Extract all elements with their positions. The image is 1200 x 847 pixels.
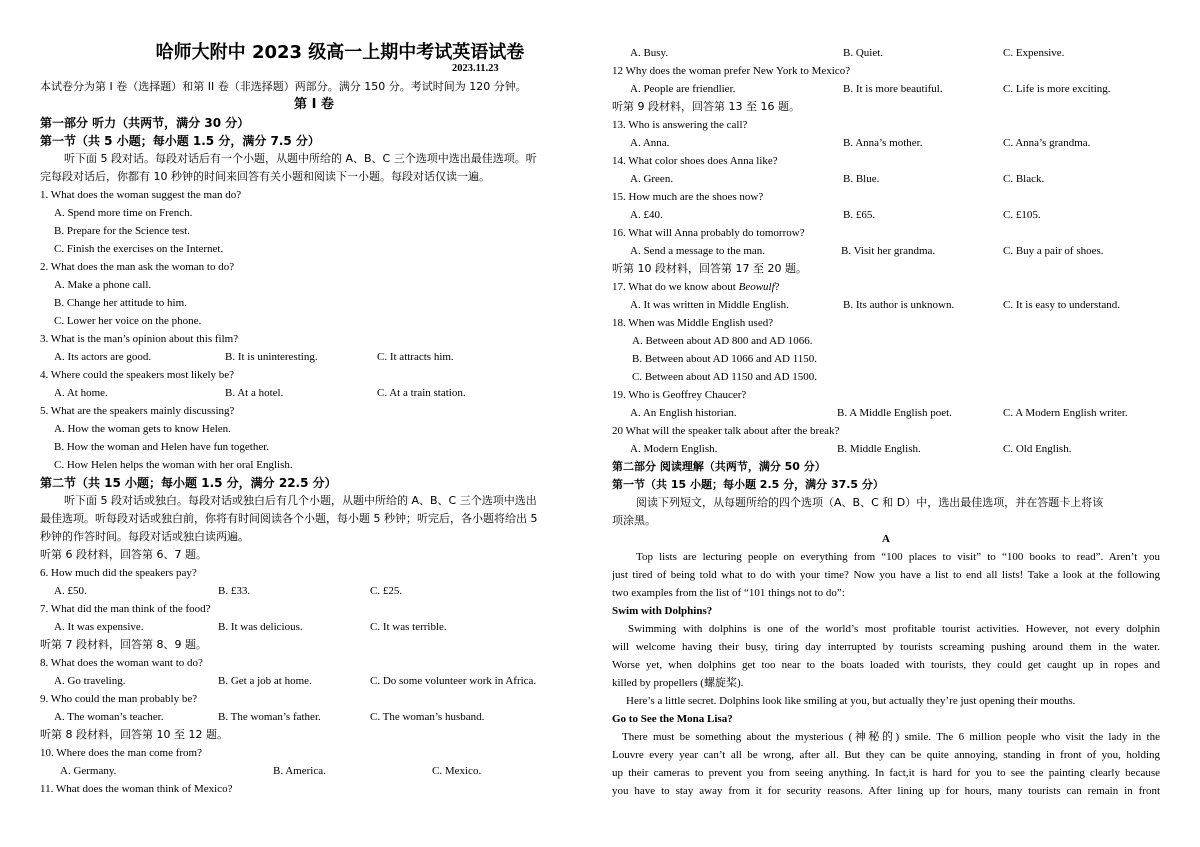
material-10-note: 听第 10 段材料，回答第 17 至 20 题。	[612, 262, 807, 275]
option-7a: A. It was expensive.	[54, 621, 144, 633]
option-18a: A. Between about AD 800 and AD 1066.	[632, 335, 813, 347]
option-6a: A. £50.	[54, 585, 87, 597]
option-3b: B. It is uninteresting.	[225, 351, 318, 363]
option-8a: A. Go traveling.	[54, 675, 126, 687]
option-4b: B. At a hotel.	[225, 387, 284, 399]
option-19a: A. An English historian.	[630, 407, 737, 419]
options-11	[612, 44, 1160, 62]
question-17-text: 17. What do we know about	[612, 281, 739, 293]
question-11: 11. What does the woman think of Mexico?	[40, 783, 233, 795]
question-14: 14. What color shoes does Anna like?	[612, 155, 778, 167]
part1-heading: 第一部分 听力（共两节，满分 30 分）	[40, 116, 250, 130]
options-19	[612, 404, 1160, 422]
option-10c: C. Mexico.	[432, 765, 482, 777]
option-4a: A. At home.	[54, 387, 108, 399]
question-17-mark: ?	[774, 281, 780, 293]
options-16	[612, 242, 1160, 260]
question-9: 9. Who could the man probably be?	[40, 693, 198, 705]
options-13	[612, 134, 1160, 152]
question-8: 8. What does the woman want to do?	[40, 657, 203, 669]
question-5: 5. What are the speakers mainly discussing?	[40, 405, 235, 417]
options-17	[612, 296, 1160, 314]
option-16c: C. Buy a pair of shoes.	[1003, 245, 1104, 257]
options-20	[612, 440, 1160, 458]
option-1a: A. Spend more time on French.	[54, 207, 193, 219]
exam-title: 哈师大附中 2023 级高一上期中考试英语试卷	[155, 42, 525, 63]
passage-line: Swimming with dolphins is one of the world’s most profitable tourist activities. However, not every dolphin	[628, 623, 1160, 635]
option-11a: A. Busy.	[630, 47, 669, 59]
option-2b: B. Change her attitude to him.	[54, 297, 187, 309]
question-10: 10. Where does the man come from?	[40, 747, 202, 759]
options-12	[612, 80, 1160, 98]
question-20: 20 What will the speaker talk about after the break?	[612, 425, 840, 437]
right-column	[612, 44, 1160, 800]
option-12a: A. People are friendlier.	[630, 83, 736, 95]
passage-subheading: Swim with Dolphins?	[612, 605, 713, 617]
question-13: 13. Who is answering the call?	[612, 119, 748, 131]
question-4: 4. Where could the speakers most likely be?	[40, 369, 235, 381]
option-9b: B. The woman’s father.	[218, 711, 321, 723]
options-8	[40, 672, 588, 690]
option-14c: C. Black.	[1003, 173, 1045, 185]
question-19: 19. Who is Geoffrey Chaucer?	[612, 389, 747, 401]
option-20c: C. Old English.	[1003, 443, 1072, 455]
options-4	[40, 384, 588, 402]
option-5a: A. How the woman gets to know Helen.	[54, 423, 231, 435]
volume-heading: 第 I 卷	[294, 97, 334, 112]
option-13b: B. Anna’s mother.	[843, 137, 923, 149]
reading-instructions-cont: 项涂黑。	[612, 514, 656, 527]
passage-line: killed by propellers (螺旋桨).	[612, 677, 744, 689]
section1-instructions-cont: 完每段对话后，你都有 10 秒钟的时间来回答有关小题和阅读下一小题。每段对话仅读一遍。	[40, 170, 490, 183]
question-6: 6. How much did the speakers pay?	[40, 567, 197, 579]
option-1b: B. Prepare for the Science test.	[54, 225, 190, 237]
question-7: 7. What did the man think of the food?	[40, 603, 211, 615]
section2-instructions-cont: 最佳选项。听每段对话或独白前，你将有时间阅读各个小题，每小题 5 秒钟；听完后，各小题将给出 5	[40, 512, 538, 525]
passage-line: Worse yet, when dolphins get too near to the boats loaded with tourists, they could get caught up in ropes and	[612, 659, 1160, 671]
option-17c: C. It is easy to understand.	[1003, 299, 1121, 311]
passage-line: just tired of being told what to do with your time? Now you have a list to end all lists! Take a look at the following	[612, 569, 1160, 581]
option-4c: C. At a train station.	[377, 387, 466, 399]
question-15: 15. How much are the shoes now?	[612, 191, 764, 203]
passage-line: you have to stay away from it for security reasons. After lining up for hours, many tourists can remain in front	[612, 785, 1160, 797]
option-12b: B. It is more beautiful.	[843, 83, 943, 95]
passage-subheading: Go to See the Mona Lisa?	[612, 713, 733, 725]
option-15a: A. £40.	[630, 209, 663, 221]
option-6c: C. £25.	[370, 585, 403, 597]
option-19c: C. A Modern English writer.	[1003, 407, 1128, 419]
option-10b: B. America.	[273, 765, 326, 777]
option-13a: A. Anna.	[630, 137, 670, 149]
option-2c: C. Lower her voice on the phone.	[54, 315, 202, 327]
passage-line: Louvre every year can’t all be wrong, after all. But they can be quite annoying, standing in front of you, holding	[612, 749, 1160, 761]
option-6b: B. £33.	[218, 585, 251, 597]
options-10	[40, 762, 588, 780]
option-18b: B. Between about AD 1066 and AD 1150.	[632, 353, 818, 365]
options-9	[40, 708, 588, 726]
material-6-note: 听第 6 段材料，回答第 6、7 题。	[40, 548, 207, 561]
option-15b: B. £65.	[843, 209, 876, 221]
question-2: 2. What does the man ask the woman to do?	[40, 261, 235, 273]
option-11c: C. Expensive.	[1003, 47, 1065, 59]
option-7b: B. It was delicious.	[218, 621, 303, 633]
option-5b: B. How the woman and Helen have fun together.	[54, 441, 270, 453]
section2-instructions: 听下面 5 段对话或独白。每段对话或独白后有几个小题，从题中所给的 A、B、C 三个选项中选出	[64, 494, 537, 507]
passage-line: up their cameras to prevent you from seeing anything. In fact,it is hard for you to see the painting clearly because	[612, 767, 1160, 779]
reading-instructions: 阅读下列短文，从每题所给的四个选项（A、B、C 和 D）中，选出最佳选项，并在答题卡上将该	[636, 496, 1104, 509]
option-5c: C. How Helen helps the woman with her oral English.	[54, 459, 293, 471]
option-18c: C. Between about AD 1150 and AD 1500.	[632, 371, 818, 383]
option-17a: A. It was written in Middle English.	[630, 299, 789, 311]
question-18: 18. When was Middle English used?	[612, 317, 774, 329]
passage-label: A	[882, 533, 890, 545]
option-20b: B. Middle English.	[837, 443, 921, 455]
material-7-note: 听第 7 段材料，回答第 8、9 题。	[40, 638, 207, 651]
option-14a: A. Green.	[630, 173, 674, 185]
option-16a: A. Send a message to the man.	[630, 245, 766, 257]
material-8-note: 听第 8 段材料，回答第 10 至 12 题。	[40, 728, 228, 741]
option-9c: C. The woman’s husband.	[370, 711, 485, 723]
option-2a: A. Make a phone call.	[54, 279, 152, 291]
left-column	[40, 78, 588, 798]
option-7c: C. It was terrible.	[370, 621, 447, 633]
option-1c: C. Finish the exercises on the Internet.	[54, 243, 224, 255]
option-8b: B. Get a job at home.	[218, 675, 312, 687]
section2-heading: 第二节（共 15 小题；每小题 1.5 分，满分 22.5 分）	[40, 476, 337, 490]
exam-date: 2023.11.23	[452, 63, 499, 74]
question-12: 12 Why does the woman prefer New York to Mexico?	[612, 65, 851, 77]
options-3	[40, 348, 588, 366]
question-3: 3. What is the man’s opinion about this film?	[40, 333, 239, 345]
option-11b: B. Quiet.	[843, 47, 884, 59]
exam-intro: 本试卷分为第 I 卷（选择题）和第 II 卷（非选择题）两部分。满分 150 分。考试时间为 120 分钟。	[40, 80, 527, 93]
passage-line: will welcome having their busy, tiring day interrupted by tourists screaming pushing around them in the water.	[612, 641, 1160, 653]
question-17-title: Beowulf	[738, 281, 775, 293]
option-20a: A. Modern English.	[630, 443, 718, 455]
section1-instructions: 听下面 5 段对话。每段对话后有一个小题，从题中所给的 A、B、C 三个选项中选出最佳选项。听	[64, 152, 537, 165]
option-12c: C. Life is more exciting.	[1003, 83, 1111, 95]
option-9a: A. The woman’s teacher.	[54, 711, 164, 723]
question-16: 16. What will Anna probably do tomorrow?	[612, 227, 805, 239]
material-9-note: 听第 9 段材料，回答第 13 至 16 题。	[612, 100, 800, 113]
options-14	[612, 170, 1160, 188]
passage-line: Top lists are lecturing people on everything from “100 places to visit” to “100 books to read”. Aren’t you	[636, 551, 1160, 563]
passage-line: There must be something about the mysterious (神秘的) smile. The 6 million people who visit the lady in the	[622, 731, 1160, 743]
option-17b: B. Its author is unknown.	[843, 299, 955, 311]
part2-heading: 第二部分 阅读理解（共两节，满分 50 分）	[612, 460, 826, 473]
question-1: 1. What does the woman suggest the man do?	[40, 189, 242, 201]
option-13c: C. Anna’s grandma.	[1003, 137, 1091, 149]
options-15	[612, 206, 1160, 224]
part2-section1-heading: 第一节（共 15 小题；每小题 2.5 分，满分 37.5 分）	[612, 478, 884, 491]
question-17	[612, 278, 1160, 296]
option-15c: C. £105.	[1003, 209, 1041, 221]
option-16b: B. Visit her grandma.	[841, 245, 936, 257]
option-3c: C. It attracts him.	[377, 351, 454, 363]
section2-instructions-end: 秒钟的作答时间。每段对话或独白读两遍。	[40, 530, 249, 543]
options-6	[40, 582, 588, 600]
option-19b: B. A Middle English poet.	[837, 407, 952, 419]
option-3a: A. Its actors are good.	[54, 351, 152, 363]
passage-line: Here’s a little secret. Dolphins look like smiling at you, but actually they’re just opening their mouths.	[626, 695, 1076, 707]
options-7	[40, 618, 588, 636]
option-8c: C. Do some volunteer work in Africa.	[370, 675, 537, 687]
option-14b: B. Blue.	[843, 173, 880, 185]
section1-heading: 第一节（共 5 小题；每小题 1.5 分，满分 7.5 分）	[40, 134, 320, 148]
option-10a: A. Germany.	[60, 765, 117, 777]
passage-line: two examples from the list of “101 things not to do”:	[612, 587, 845, 599]
